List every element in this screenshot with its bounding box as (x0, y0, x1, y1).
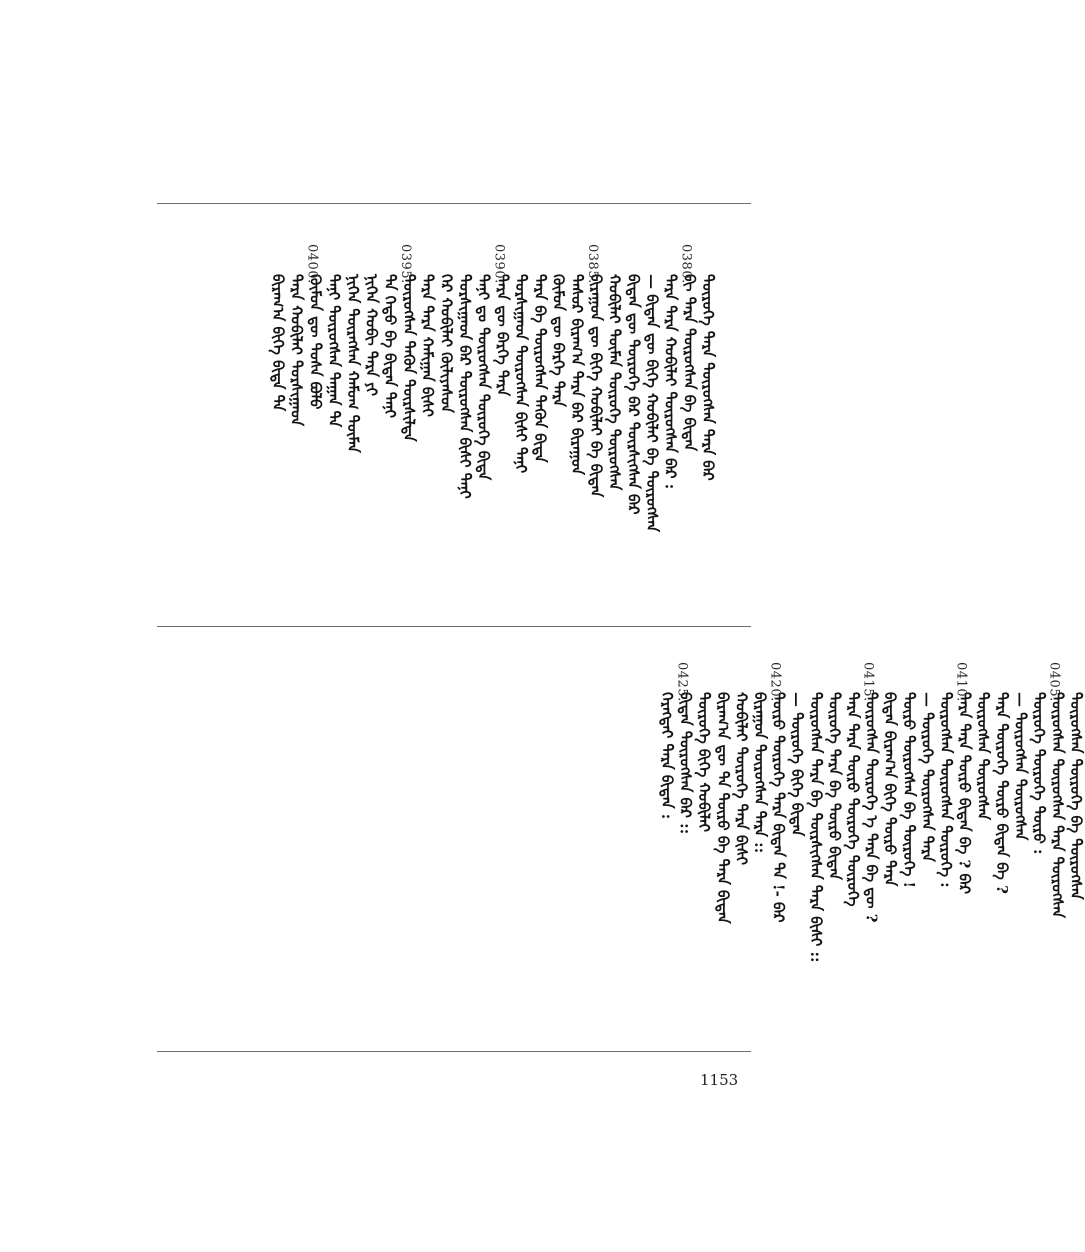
verse-line-text: ᠲᠠᠰᠤᠷ ᠪᠢᠷᠠᠭ᠎ᠠ ᠲᠡᠷᠡ ᠪᠡᠷ ᠪᠢᠷᠠᠭᠤᠨ (568, 274, 587, 475)
verse-line (695, 628, 713, 1113)
verse-line (1011, 628, 1029, 1113)
line-number-label: 0425. (674, 662, 690, 702)
verse-line-text: ᠪᠢᠳᠡᠨ ᠪᠢᠷᠠᠭ᠎ᠠ ᠪᠢᠭᠡ ᠲᠦᠷᠦ ᠲᠡᠷᠡ (881, 692, 900, 887)
verse-line-text: ᠲᠦᠷᠦᠭᠰᠡᠨ ᠲᠦᠷᠦᠭᠰᠡᠨ ᠲᠡᠷᠡ ᠲᠦᠷᠦᠭᠰᠡᠨ (1048, 692, 1067, 919)
verse-line (437, 204, 455, 694)
verse-line-text: ᠪᠢᠳᠡᠨ ᠳᠦ ᠲᠦᠷᠦᠭᠡ ᠪᠡᠷ ᠲᠦᠷᠰᠢᠭᠰᠡᠨ ᠪᠡᠷ (624, 274, 643, 515)
verse-line-text: ᠲᠡᠷᠡ ᠲᠦᠷᠦᠭᠡ ᠲᠦᠷᠦ ᠪᠢᠳᠡᠨ ᠪᠡ ? (992, 692, 1011, 894)
verse-line (714, 628, 732, 1113)
verse-line-text: ᠲᠡ ᠬᠡᠳᠦ ᠪᠡ ᠪᠢᠳᠡᠨ ᠲᠠᠨᠢ (381, 274, 400, 419)
verse-line (1067, 628, 1085, 1113)
verse-line-text: ᠲᠦᠷᠦᠭᠰᠡᠨ ᠲᠦᠷᠦᠭᠡ ᠡ ᠲᠡᠷᠡ ᠪᠡ ᠳᠦ ? (862, 692, 881, 923)
verse-line-text: — ᠲᠦᠷᠦᠭᠰᠡᠨ ᠲᠦᠷᠦᠭᠰᠡᠨ (1011, 692, 1030, 841)
line-number-label: 0385. (584, 244, 600, 284)
line-number-label: 0415. (860, 662, 876, 702)
verse-line-text: ᠲᠤᠷᠰᠢᠭᠠᠳ ᠪᠡᠷ ᠲᠦᠷᠦᠭᠰᠡᠨ ᠪᠢᠰᠢ ᠲᠠᠨᠢ (456, 274, 474, 499)
verse-line-text: ᠲᠦᠷᠦᠭᠰᠡᠨ ᠲᠦᠷᠦᠭᠡ ᠪᠡ ᠲᠦᠷᠦᠭᠰᠡᠨ (1067, 692, 1085, 900)
verse-line-text: ᠬᠡᠷ ᠬᠤᠪᠢᠯᠠᠢ ᠬᠦᠯᠢᠶᠡᠰᠦᠨ (437, 274, 456, 413)
verse-line-text: ᠲᠠᠨᠢ ᠲᠦᠷᠦᠭᠰᠡᠨ ᠲᠠᠭᠠᠨ ᠲᠡ (325, 274, 344, 428)
verse-section-upper (157, 204, 751, 624)
verse-line-text: ᠲᠡᠷᠡ ᠬᠤᠪᠢᠯᠠᠢ ᠲᠤᠷᠰᠢᠭᠠᠳ (287, 274, 306, 427)
line-number-label: 0405. (1046, 662, 1062, 702)
verse-line (993, 628, 1011, 1113)
verse-line-text: ᠲᠦᠷᠦ ᠲᠦᠷᠦᠭᠡ ᠲᠡᠷᠡ ᠪᠢᠳᠡᠨ ᠲᠡ !- ᠪᠡᠷ (769, 692, 788, 923)
verse-line-text: ᠲᠦᠷᠦᠭᠡ ᠲᠡᠷᠡ ᠪᠡ ᠲᠦᠷᠦ ᠪᠢᠳᠡᠨ (825, 692, 844, 880)
verse-line-text: ᠬᠤᠪᠢᠯᠠᠢ ᠲᠦᠷᠦᠭᠡ ᠲᠡᠷᠡ ᠪᠢᠰᠢ (732, 692, 751, 865)
verse-line (363, 204, 381, 694)
verse-line-text: ᠲᠡᠷᠡ ᠳᠦ ᠪᠡᠷᠬᠡ ᠲᠡᠷᠡ (493, 274, 512, 397)
verse-line (550, 204, 568, 694)
verse-line-text: ᠲᠦᠷᠦᠭᠰᠡᠨ ᠲᠡᠷᠡ ᠪᠡ ᠲᠦᠷᠰᠢᠭᠰᠡᠨ ᠲᠡᠷᠡ ᠪᠢᠰᠢ :: (806, 692, 825, 963)
verse-line (512, 204, 530, 694)
verse-line-text: ᠲᠦᠷᠦᠭᠰᠡᠨ ᠲᠦᠷᠦᠭᠰᠡᠨ ᠲᠦᠷᠦᠭᠡ : (937, 692, 955, 888)
verse-line (662, 204, 680, 694)
verse-line (624, 204, 642, 694)
verse-line-text: ᠲᠦᠷᠦᠭᠡ ᠪᠢᠭᠡ ᠬᠤᠪᠢᠯᠠᠢ (695, 692, 714, 832)
verse-line-text: ᠨᠢᠭᠡᠨ ᠬᠤᠪᠢ ᠲᠡᠷᠡ ᠶᠢ (362, 274, 381, 397)
verse-line (531, 204, 549, 694)
verse-line-text: ᠲᠦᠷᠦᠭᠰᠡᠨ ᠲᠦᠷᠦᠭᠰᠡᠨ (974, 692, 993, 821)
verse-line (344, 204, 362, 694)
verse-line (475, 204, 493, 694)
verse-line-text: ᠲᠡᠷᠡ ᠲᠡᠷᠡ ᠬᠠᠮᠢᠭᠠᠨ ᠪᠢᠰᠢ (418, 274, 437, 417)
verse-line-text: ᠪᠢᠷᠠᠭ᠎ᠠ ᠳᠦ ᠲᠡ ᠲᠦᠷᠦ ᠪᠡ ᠲᠡᠷᠡ ᠪᠢᠳᠡᠨ (713, 692, 732, 924)
verse-line-text: ᠲᠡᠷᠡ ᠪᠡ ᠲᠦᠷᠦᠭᠰᠡᠨ ᠲᠡᠭᠦᠨ ᠪᠢᠳᠡ (530, 274, 549, 463)
verse-line-text: ᠪᠢᠳᠡᠨ ᠲᠦᠷᠦᠭᠰᠡᠨ ᠪᠡᠷ :: (676, 692, 695, 835)
verse-line (732, 628, 750, 1113)
verse-line (844, 628, 862, 1113)
verse-line (788, 628, 806, 1113)
verse-line (288, 204, 306, 694)
verse-line (751, 628, 769, 1113)
verse-line-text: ᠬᠤᠪᠢᠯᠠᠢ ᠲᠦᠮᠡᠨ ᠲᠦᠷᠦᠭᠡ ᠲᠦᠷᠦᠭᠰᠡᠨ (605, 274, 624, 491)
line-number-label: 0420. (767, 662, 783, 702)
verse-line-text: ᠲᠡᠷᠡ ᠲᠡᠷᠡ ᠲᠦᠷᠦ ᠲᠦᠷᠦᠭᠡ ᠲᠦᠷᠦᠭᠡ (844, 692, 862, 907)
verse-line-text: ᠲᠠᠨᠢ ᠳᠤ ᠲᠦᠷᠦᠭᠰᠡᠨ ᠲᠦᠷᠦᠭᠡ ᠪᠢᠳᠡ (474, 274, 493, 481)
line-number-label: 0400. (304, 244, 320, 284)
verse-line-text: ᠲᠦᠷᠦᠭᠡ ᠲᠡᠷᠡ ᠲᠦᠷᠦᠭᠰᠡᠨ ᠲᠡᠷᠡ ᠪᠡᠷ (699, 274, 718, 481)
verse-line (456, 204, 474, 694)
verse-line (381, 204, 399, 694)
verse-line-text: — ᠲᠦᠷᠦᠭᠡ ᠪᠢᠭᠡ ᠪᠢᠳᠡᠨ (788, 692, 807, 837)
line-number-label: 0410. (953, 662, 969, 702)
verse-line (1030, 628, 1048, 1113)
line-number-label: 0380. (678, 244, 694, 284)
verse-line (643, 204, 661, 694)
line-number-label: 0390. (491, 244, 507, 284)
verse-line (937, 628, 955, 1113)
verse-line-text: ᠪᠢᠷᠠᠭᠤᠨ ᠳᠦ ᠪᠢᠭᠡ ᠬᠤᠪᠢᠯᠠᠢ ᠪᠡ ᠪᠢᠳᠡᠨ (586, 274, 605, 498)
verse-line (419, 204, 437, 694)
verse-line (918, 628, 936, 1113)
verse-line (568, 204, 586, 694)
verse-line-text: — ᠪᠢᠳᠡᠨ ᠳᠦ ᠪᠢᠭᠡ ᠬᠤᠪᠢᠯᠠᠢ ᠪᠡ ᠲᠦᠷᠦᠭᠰᠡᠨ (643, 274, 661, 533)
verse-line (974, 628, 992, 1113)
verse-line (825, 628, 843, 1113)
verse-line (881, 628, 899, 1113)
verse-line (699, 204, 717, 694)
verse-section-lower (157, 628, 1085, 1049)
verse-line-text: ᠲᠦᠷᠦᠭᠰᠡᠨ ᠲᠡᠭᠦᠨ ᠲᠦᠷᠰᠢᠯᠲᠡ (399, 274, 418, 442)
verse-line-text: ᠬᠦᠮᠦᠨ ᠳᠦ ᠪᠡᠷᠬᠡ ᠲᠡᠷᠡ (549, 274, 568, 407)
verse-line-text: ᠪᠢᠷᠠᠭᠤᠨ ᠲᠦᠷᠦᠭᠰᠡᠨ ᠲᠡᠷᠡ :: (751, 692, 769, 854)
verse-line-text: ᠲᠤᠷᠰᠢᠭᠠᠳ ᠲᠦᠷᠦᠭᠰᠡᠨ ᠪᠢᠰᠢ ᠲᠠᠨᠢ (512, 274, 531, 474)
verse-line (658, 628, 676, 1113)
verse-line-text: ᠪᠢ ᠲᠡᠷᠡ ᠲᠦᠷᠦᠭᠰᠡᠨ ᠪᠡ ᠪᠢᠳᠡᠨ (680, 274, 699, 452)
verse-line-text: — ᠲᠦᠷᠦᠭᠡ ᠲᠦᠷᠦᠭᠰᠡᠨ ᠲᠡᠷᠡ (918, 692, 937, 862)
verse-line-text: ᠨᠢᠭᠡᠨ ᠲᠦᠷᠡᠭᠰᠡᠨ ᠬᠠᠮᠤᠭ ᠲᠦᠮᠡᠨ (343, 274, 362, 453)
verse-line-text: ᠲᠡᠷᠡ ᠲᠡᠷᠡ ᠲᠦᠷᠦ ᠪᠢᠳᠡᠨ ᠪᠡ ? ᠪᠡᠷ (955, 692, 974, 895)
verse-line (606, 204, 624, 694)
verse-line (269, 204, 287, 694)
page-number: 1153 (700, 1071, 739, 1089)
verse-line (325, 204, 343, 694)
verse-line (807, 628, 825, 1113)
verse-line-text: ᠲᠦᠷᠦᠭᠡ ᠲᠦᠷᠦᠭᠡ ᠲᠦᠷᠦ : (1030, 692, 1048, 855)
verse-line (900, 628, 918, 1113)
verse-line-text: ᠲᠦᠷᠦ ᠲᠦᠷᠦᠭᠰᠡᠨ ᠪᠡ ᠲᠦᠷᠦᠭᠡ ! (899, 692, 918, 889)
line-number-label: 0395. (397, 244, 413, 284)
verse-line-text: ᠪᠢᠷᠠᠭ᠎ᠠ ᠪᠢᠭᠡ ᠪᠢᠳᠡ ᠲᠡ (269, 274, 287, 412)
verse-line-text: ᠬᠡᠷᠡᠭᠲᠡᠢ ᠲᠡᠷᠡ ᠪᠢᠳᠡᠨ : (658, 692, 676, 820)
verse-line-text: ᠲᠡᠷᠡ ᠲᠡᠷᠡ ᠬᠤᠪᠢᠯᠠᠢ ᠲᠦᠷᠦᠭᠰᠡᠨ ᠪᠡᠷ : (661, 274, 680, 490)
verse-line-text: ᠬᠦᠮᠦᠨ ᠳᠦ ᠲᠤᠰᠠ ᠪᠤᠯᠤ (306, 274, 325, 410)
